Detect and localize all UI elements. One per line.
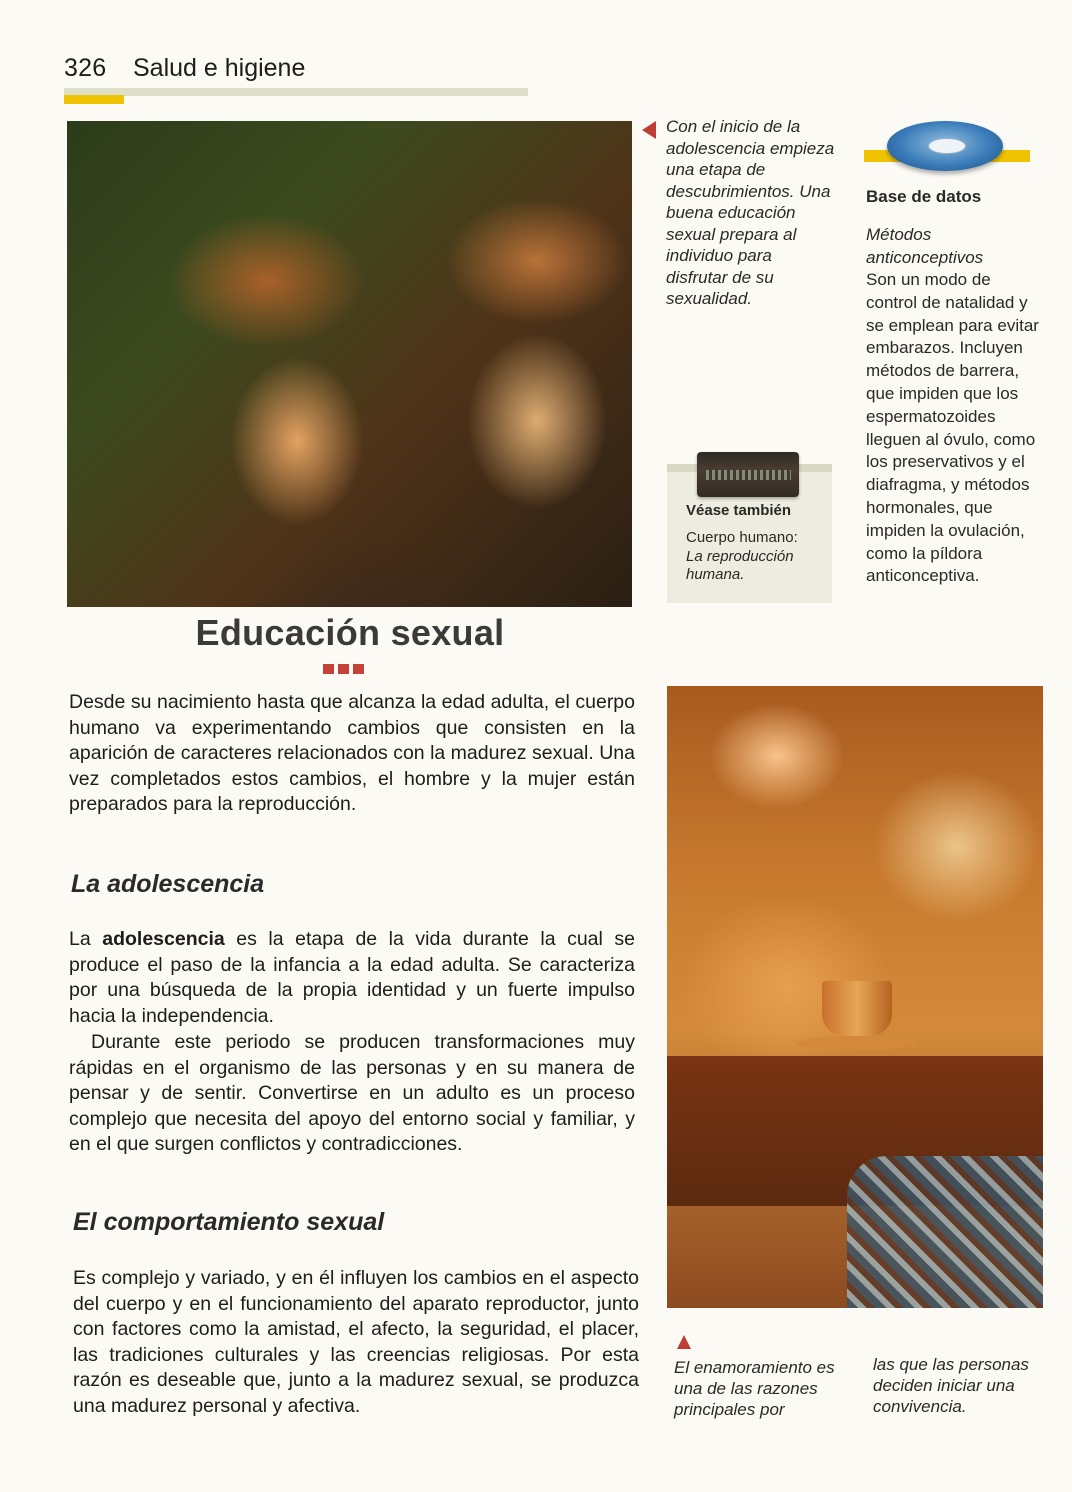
see-also-title: Véase también <box>686 502 792 519</box>
see-also-topic: Cuerpo humano: <box>686 529 798 546</box>
title-ornament <box>323 664 364 674</box>
database-text: Son un modo de control de natalidad y se emplean para evitar embarazos. Incluyen métodos de barrera, que impiden que los espermatozoides lleguen al óvulo, como los preservativos y el diafragma, y métodos hormonales, que impiden la ovulación, como la píldora anticonceptiva. <box>866 270 1039 586</box>
page-number: 326 <box>64 54 107 82</box>
photo-children <box>67 121 632 607</box>
intro-paragraph: Desde su nacimiento hasta que alcanza la edad adulta, el cuerpo humano va experimentando cambios que consisten en la aparición de caracteres relacionados con la madurez sexual. Una vez completados estos cambios, el hombre y la mujer están preparados para la reproducción. <box>69 691 635 815</box>
caption-pointer-left-icon <box>642 121 656 139</box>
behavior-paragraph: Es complejo y variado, y en él influyen los cambios en el aspecto del cuerpo y en el funcionamiento del aparato reproductor, junto con factores como la amistad, el afecto, la seguridad, el placer, las tradiciones culturales y las creencias religiosas. Por esta razón es deseable que, junto a la madurez sexual, se produzca una madurez personal y afectiva. <box>73 1267 639 1417</box>
ornament-square <box>323 664 334 674</box>
adolescence-paragraph-2: Durante este periodo se producen transformaciones muy rápidas en el organismo de las personas y en su manera de pensar y de sentir. Convertirse en un adulto es un proceso complejo que necesita del apoyo del entorno social y familiar, y en el que surgen conflictos y contradicciones. <box>69 1031 635 1155</box>
photo-caption-top: Con el inicio de la adolescencia empieza una etapa de descubrimientos. Una buena educación sexual prepara al individuo para disfrutar de su sexualidad. <box>666 117 835 308</box>
photo-couple-cafe <box>667 686 1043 1308</box>
database-subtitle: Métodos anticonceptivos <box>866 225 984 267</box>
caption-pointer-up-icon <box>677 1335 691 1349</box>
book-spine-band <box>706 470 791 480</box>
photo-caption-bottom-1: El enamoramiento es una de las razones principales por <box>674 1358 835 1419</box>
section-title: Salud e higiene <box>133 54 306 82</box>
section-heading-adolescence: La adolescencia <box>71 870 265 898</box>
database-title: Base de datos <box>866 187 982 206</box>
adolescence-paragraph-1 <box>69 927 635 1029</box>
adolescence-lead: La <box>69 928 103 950</box>
header-rule <box>64 88 528 96</box>
section-heading-behavior: El comportamiento sexual <box>73 1208 385 1236</box>
photo-cup <box>822 981 892 1036</box>
page-title: Educación sexual <box>195 612 505 653</box>
cd-disc-hole <box>928 138 966 154</box>
see-also-link[interactable]: La reproducción humana. <box>686 548 794 583</box>
adolescence-text: es la etapa de la vida durante la cual se produce el paso de la infancia a la edad adulta. Se caracteriza por una búsqueda de la propia identidad y un fuerte impulso hacia la independencia. <box>69 928 635 1027</box>
ornament-square <box>353 664 364 674</box>
photo-caption-bottom-2: las que las personas deciden iniciar una convivencia. <box>873 1355 1029 1416</box>
adolescence-term: adolescencia <box>102 928 225 950</box>
photo-saucer <box>797 1036 917 1050</box>
photo-sweater <box>847 1156 1043 1308</box>
header-accent-bar <box>64 95 124 104</box>
ornament-square <box>338 664 349 674</box>
